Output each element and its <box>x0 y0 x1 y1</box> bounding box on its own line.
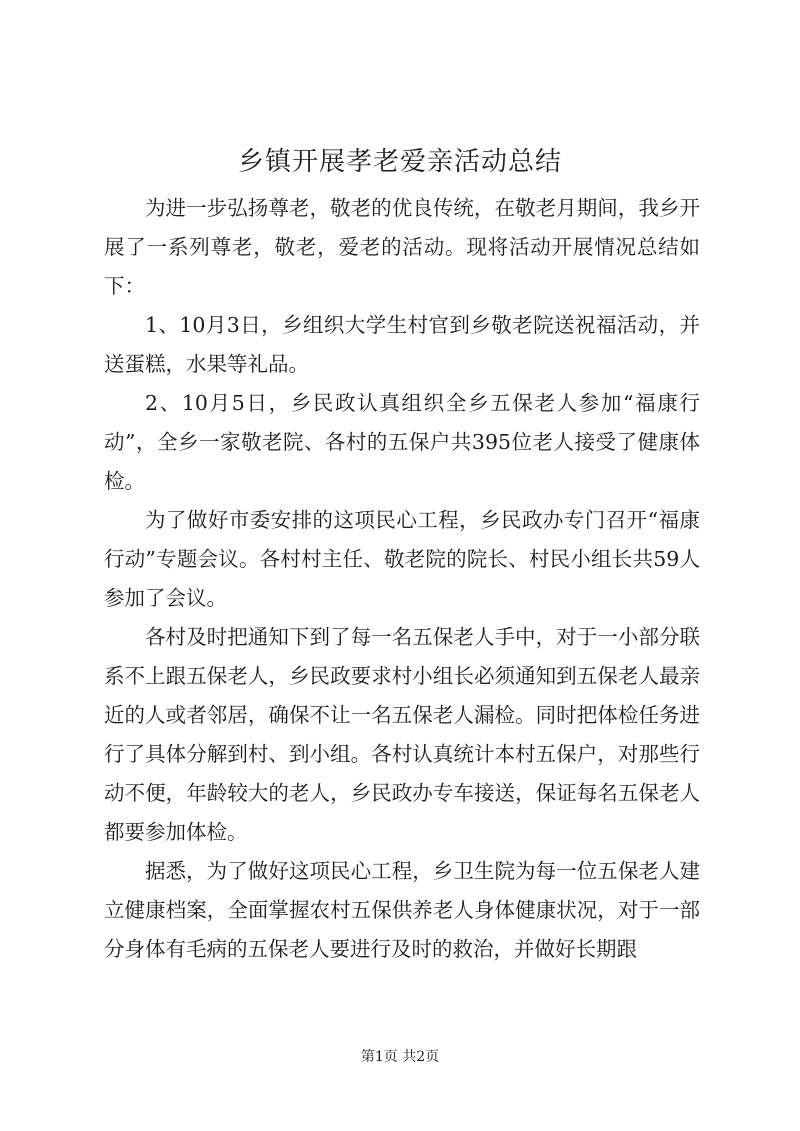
document-title: 乡镇开展孝老爱亲活动总结 <box>237 147 562 177</box>
paragraph-intro: 为进一步弘扬尊老，敬老的优良传统，在敬老月期间，我乡开展了一系列尊老，敬老，爱老的活动。现将活动开展情况总结如下： <box>104 196 700 298</box>
page-footer: 第1页 共2页 <box>360 1049 440 1065</box>
paragraph-item-1: 1、10月3日，乡组织大学生村官到乡敬老院送祝福活动，并送蛋糕，水果等礼品。 <box>104 313 700 376</box>
document-body <box>104 189 700 969</box>
paragraph-notification: 各村及时把通知下到了每一名五保老人手中，对于一小部分联系不上跟五保老人，乡民政要求村小组长必须通知到五保老人最亲近的人或者邻居，确保不让一名五保老人漏检。同时把体检任务进行了具体分解到村、到小组。各村认真统计本村五保户，对那些行动不便，年龄较大的老人，乡民政办专车接送，保证每名五保老人都要参加体检。 <box>104 625 700 844</box>
paragraph-item-2: 2、10月5日，乡民政认真组织全乡五保老人参加“福康行动”，全乡一家敬老院、各村的五保户共395位老人接受了健康体检。 <box>104 391 700 493</box>
paragraph-health-records: 据悉，为了做好这项民心工程，乡卫生院为每一位五保老人建立健康档案，全面掌握农村五保供养老人身体健康状况，对于一部分身体有毛病的五保老人要进行及时的救治，并做好长期跟 <box>104 859 700 961</box>
paragraph-meeting: 为了做好市委安排的这项民心工程，乡民政办专门召开“福康行动”专题会议。各村村主任、敬老院的院长、村民小组长共59人参加了会议。 <box>104 508 700 610</box>
